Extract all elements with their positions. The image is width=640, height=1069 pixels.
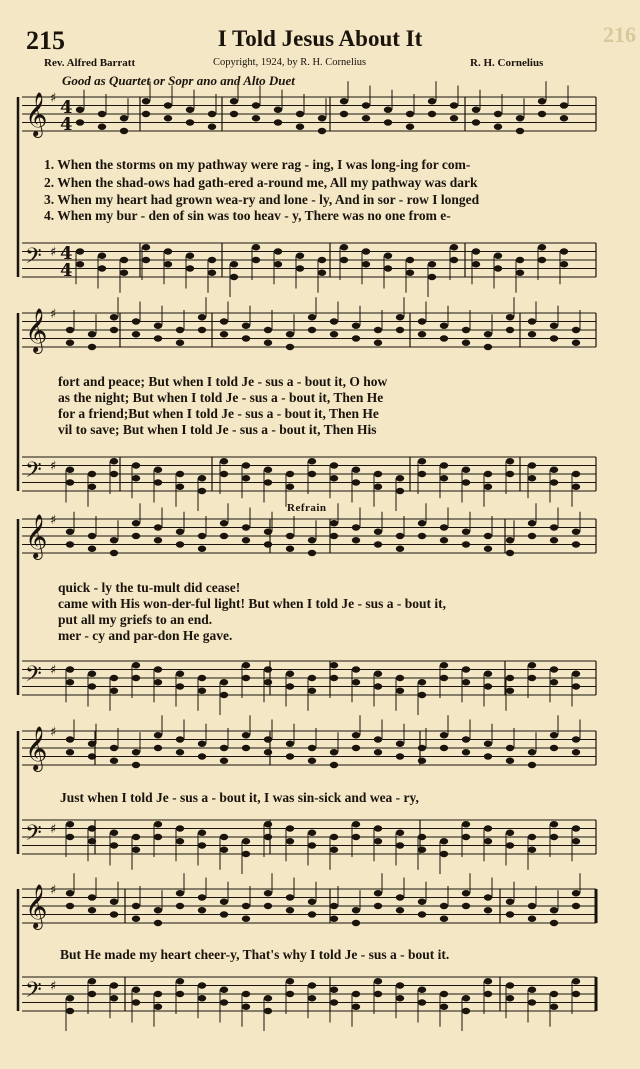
refrain-line1: Just when I told Je - sus a - bout it, I was sin-sick and wea - ry, <box>60 790 419 805</box>
verse4-line3: mer - cy and par-don He gave. <box>58 628 233 643</box>
verse1-line1: 1. When the storms on my pathway were rag - ing, I was long-ing for com- <box>44 157 471 172</box>
svg-text:♯: ♯ <box>50 245 57 260</box>
svg-text:♯: ♯ <box>50 822 57 837</box>
svg-text:♯: ♯ <box>50 307 57 322</box>
svg-text:𝄢: 𝄢 <box>25 244 42 274</box>
refrain-line2: But He made my heart cheer-y, That's why I told Je - sus a - bout it. <box>60 947 450 962</box>
hymn-title: I Told Jesus About It <box>217 26 423 51</box>
verse4-line2: vil to save; But when I told Je - sus a - bout it, Then His <box>58 422 377 437</box>
svg-text:4: 4 <box>60 260 73 281</box>
author-credit: Rev. Alfred Barratt <box>44 57 136 69</box>
svg-text:♯: ♯ <box>50 725 57 740</box>
verse4-line1: 4. When my bur - den of sin was too heav - y, There was no one from e- <box>44 208 451 223</box>
svg-text:♯: ♯ <box>50 883 57 898</box>
svg-text:𝄢: 𝄢 <box>25 978 42 1008</box>
svg-text:4: 4 <box>60 97 73 118</box>
svg-text:𝄢: 𝄢 <box>25 458 42 488</box>
performance-note: Good as Quartet or Sopr ano and Alto Duet <box>62 73 295 88</box>
svg-text:𝄞: 𝄞 <box>25 308 48 352</box>
composer-credit: R. H. Cornelius <box>470 57 544 69</box>
verse2-line2: as the night; But when I told Je - sus a - bout it, Then He <box>58 390 384 405</box>
svg-text:4: 4 <box>60 114 73 135</box>
bleed-through-page-number: 216 <box>603 22 636 47</box>
verse1-line3: quick - ly the tu-mult did cease! <box>58 580 241 595</box>
svg-text:♯: ♯ <box>50 459 57 474</box>
clefs <box>25 91 73 1008</box>
svg-text:♯: ♯ <box>50 513 57 528</box>
svg-text:𝄞: 𝄞 <box>25 726 48 770</box>
svg-text:♯: ♯ <box>50 91 57 106</box>
svg-text:𝄢: 𝄢 <box>25 662 42 692</box>
svg-text:𝄞: 𝄞 <box>25 92 48 136</box>
refrain-label: Refrain <box>287 502 327 514</box>
verse3-line2: for a friend;But when I told Je - sus a - bout it, Then He <box>58 406 379 421</box>
verse3-line3: put all my griefs to an end. <box>58 612 213 627</box>
svg-text:♯: ♯ <box>50 663 57 678</box>
verse3-line1: 3. When my heart had grown wea-ry and lone - ly, And in sor - row I longed <box>44 192 480 207</box>
verse2-line3: came with His won-der-ful light! But when I told Je - sus a - bout it, <box>58 596 447 611</box>
svg-text:𝄢: 𝄢 <box>25 821 42 851</box>
verse2-line1: 2. When the shad-ows had gath-ered a-round me, All my pathway was dark <box>44 175 478 190</box>
svg-text:𝄞: 𝄞 <box>25 884 48 928</box>
svg-text:4: 4 <box>60 243 73 264</box>
svg-text:𝄞: 𝄞 <box>25 514 48 558</box>
copyright-notice: Copyright, 1924, by R. H. Cornelius <box>213 57 367 68</box>
hymn-number: 215 <box>26 26 65 55</box>
verse1-line2: fort and peace; But when I told Je - sus a - bout it, O how <box>58 374 388 389</box>
svg-text:♯: ♯ <box>50 979 57 994</box>
